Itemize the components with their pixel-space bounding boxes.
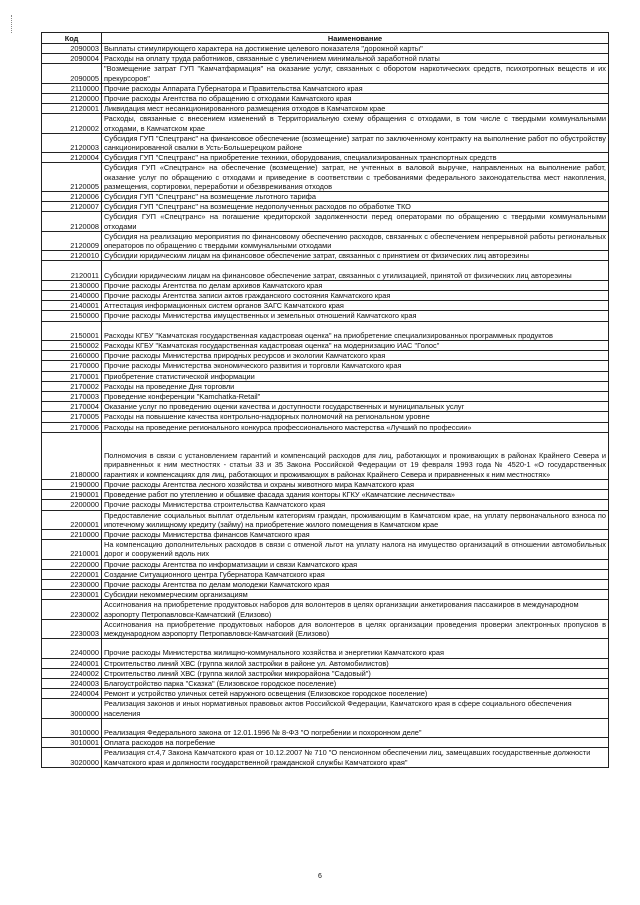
row-name: Субсидия ГУП "Спецтранс" на приобретение техники, оборудования, специализированных транспортных средств xyxy=(102,153,609,163)
table-row xyxy=(42,94,609,104)
row-code: 2180000 xyxy=(42,432,102,479)
row-name: Ремонт и устройство уличных сетей наружного освещения (Елизовское городское поселение) xyxy=(102,689,609,699)
table-row xyxy=(42,301,609,311)
row-name: Прочие расходы Агентства по информатизации и связи Камчатского края xyxy=(102,559,609,569)
row-code: 2120008 xyxy=(42,212,102,231)
row-code: 2160000 xyxy=(42,351,102,361)
row-name: Предоставление социальных выплат отдельным категориям граждан, проживающим в Камчатском крае, на уплату первоначального взноса по ипотечному жилищному кредиту (займу) на приобретение жилого помещения в Камчатском крае xyxy=(102,510,609,529)
table-row xyxy=(42,153,609,163)
row-code: 2230001 xyxy=(42,590,102,600)
table-row xyxy=(42,64,609,83)
row-name: Благоустройство парка "Сказка" (Елизовское городское поселение) xyxy=(102,678,609,688)
row-code: 2170006 xyxy=(42,422,102,432)
table-row xyxy=(42,104,609,114)
row-code: 2170000 xyxy=(42,361,102,371)
table-row xyxy=(42,668,609,678)
table-row xyxy=(42,500,609,510)
row-code: 2090003 xyxy=(42,44,102,54)
table-row xyxy=(42,590,609,600)
row-code: 2170003 xyxy=(42,392,102,402)
table-row xyxy=(42,392,609,402)
row-code: 3020000 xyxy=(42,748,102,767)
table-row xyxy=(42,540,609,559)
budget-codes-table xyxy=(41,32,609,768)
row-name: Расходы на проведение регионального конкурса профессионального мастерства «Лучший по профессии» xyxy=(102,422,609,432)
row-name: Ассигнования на приобретение продуктовых наборов для волонтеров в целях организации проведения проверки электронных пропусков в международном аэропорту Петропавловск-Камчатский (Елизово) xyxy=(102,619,609,638)
row-name: Прочие расходы Агентства по обращению с отходами Камчатского края xyxy=(102,94,609,104)
row-code: 2170004 xyxy=(42,402,102,412)
row-code: 2130000 xyxy=(42,280,102,290)
row-code: 2120006 xyxy=(42,192,102,202)
row-name: Расходы, связанные с внесением изменений в Территориальную схему обращения с отходами, в том числе с твердыми коммунальными отходами, в Камчатском крае xyxy=(102,114,609,133)
table-row xyxy=(42,133,609,152)
table-row xyxy=(42,311,609,321)
row-code: 2210000 xyxy=(42,529,102,539)
row-code: 2150000 xyxy=(42,311,102,321)
row-name: Выплаты стимулирующего характера на достижение целевого показателя "дорожной карты" xyxy=(102,44,609,54)
row-name: Создание Ситуационного центра Губернатора Камчатского края xyxy=(102,569,609,579)
row-name: Расходы на повышение качества контрольно-надзорных полномочий на региональном уровне xyxy=(102,412,609,422)
table-row xyxy=(42,251,609,261)
row-code: 2120007 xyxy=(42,202,102,212)
table-row xyxy=(42,212,609,231)
row-name: Расходы КГБУ "Камчатская государственная кадастровая оценка" на приобретение специализированных программных продуктов xyxy=(102,321,609,340)
table-row xyxy=(42,341,609,351)
row-name: Полномочия в связи с установлением гарантий и компенсаций расходов для лиц, работающих и проживающих в районах Крайнего Севера и приравненных к ним местностях - статьи 33 и 35 Закона Российской Федерации от 19 февраля 1993 года № 4520-1 «О государственных гарантиях и компенсациях для лиц, работающих и проживающих в районах Крайнего Севера и приравненных к ним местностях» xyxy=(102,432,609,479)
row-name: Проведение конференции "Kamchatka-Retail" xyxy=(102,392,609,402)
row-name: Субсидия ГУП "Спецтранс" на финансовое обеспечение (возмещение) затрат по заключенному контракту на выполнение работ по обустройству санкционированной свалки в Усть-Большерецком районе xyxy=(102,133,609,152)
table-row xyxy=(42,748,609,767)
row-name: Прочие расходы Министерства экономического развития и торговли Камчатского края xyxy=(102,361,609,371)
row-name: Субсидии юридическим лицам на финансовое обеспечение затрат, связанных с утилизацией, принятой от физических лиц автореэины xyxy=(102,261,609,280)
row-name: Прочие расходы Министерства финансов Камчатского края xyxy=(102,529,609,539)
row-code: 2200000 xyxy=(42,500,102,510)
table-row xyxy=(42,738,609,748)
row-code: 2230000 xyxy=(42,579,102,589)
row-code: 2230002 xyxy=(42,600,102,619)
header-name: Наименование xyxy=(102,33,609,44)
row-code: 2210001 xyxy=(42,540,102,559)
row-code: 2240002 xyxy=(42,668,102,678)
table-row xyxy=(42,422,609,432)
row-name: Прочие расходы Министерства жилищно-коммунального хозяйства и энергетики Камчатского края xyxy=(102,639,609,658)
row-code: 2200001 xyxy=(42,510,102,529)
row-code: 2190001 xyxy=(42,490,102,500)
table-row xyxy=(42,321,609,340)
row-name: "Возмещение затрат ГУП "Камчатфармация" на оказание услуг, связанных с оборотом наркотических средств, психотропных веществ и их прекурсоров" xyxy=(102,64,609,83)
table-row xyxy=(42,579,609,589)
table-row xyxy=(42,361,609,371)
row-code: 3010000 xyxy=(42,718,102,737)
table-row xyxy=(42,202,609,212)
table-row xyxy=(42,280,609,290)
row-code: 2120011 xyxy=(42,261,102,280)
row-code: 2220000 xyxy=(42,559,102,569)
table-row xyxy=(42,689,609,699)
row-name: Субсидия ГУП «Спецтранс» на обеспечение (возмещение) затрат, не учтенных в валовой выручке, направленных на выполнение работ, оказание услуг по обращению с отходами и приведение в соответствии с требованиями федерального законодательства мест накопления, размещения, сортировки, переработки и обезвреживания отходов xyxy=(102,163,609,192)
row-name: Реализация законов и иных нормативных правовых актов Российской Федерации, Камчатского края в сфере социального обеспечения населения xyxy=(102,699,609,718)
row-name: Субсидия ГУП «Спецтранс» на погашение кредиторской задолженности перед операторами по обращению с твердыми коммунальными отходами xyxy=(102,212,609,231)
table-row xyxy=(42,490,609,500)
table-row xyxy=(42,163,609,192)
table-row xyxy=(42,412,609,422)
row-name: Прочие расходы Министерства природных ресурсов и экологии Камчатского края xyxy=(102,351,609,361)
table-row xyxy=(42,44,609,54)
row-name: Оказание услуг по проведению оценки качества и доступности государственных и муниципальных услуг xyxy=(102,402,609,412)
table-row xyxy=(42,529,609,539)
row-code: 2150001 xyxy=(42,321,102,340)
header-code: Код xyxy=(42,33,102,44)
row-code: 2120004 xyxy=(42,153,102,163)
row-code: 3000000 xyxy=(42,699,102,718)
row-code: 2190000 xyxy=(42,479,102,489)
row-code: 2120009 xyxy=(42,231,102,250)
table-row xyxy=(42,678,609,688)
row-code: 2150002 xyxy=(42,341,102,351)
row-name: Прочие расходы Аппарата Губернатора и Правительства Камчатского края xyxy=(102,83,609,93)
table-row xyxy=(42,114,609,133)
scan-mark xyxy=(11,15,15,33)
row-name: Реализация Федерального закона от 12.01.1996 № 8-ФЗ "О погребении и похоронном деле" xyxy=(102,718,609,737)
table-row xyxy=(42,261,609,280)
table-row xyxy=(42,510,609,529)
table-row xyxy=(42,291,609,301)
table-row xyxy=(42,192,609,202)
row-name: Субсидии юридическим лицам на финансовое обеспечение затрат, связанных с принятием от физических лиц автореэины xyxy=(102,251,609,261)
page-number: 6 xyxy=(318,873,322,880)
row-name: Проведение работ по утеплению и обшивке фасада здания конторы КГКУ «Камчатские лесничества» xyxy=(102,490,609,500)
row-name: Прочие расходы Министерства строительства Камчатского края xyxy=(102,500,609,510)
row-name: Оплата расходов на погребение xyxy=(102,738,609,748)
row-code: 2240003 xyxy=(42,678,102,688)
row-code: 2230003 xyxy=(42,619,102,638)
row-code: 2090004 xyxy=(42,54,102,64)
row-name: На компенсацию дополнительных расходов в связи с отменой льгот на уплату налога на имущество организаций в отношении автомобильных дорог и сооружений вдоль них xyxy=(102,540,609,559)
row-name: Расходы на оплату труда работников, связанные с увеличением минимальной заработной платы xyxy=(102,54,609,64)
row-code: 2120003 xyxy=(42,133,102,152)
row-code: 2240004 xyxy=(42,689,102,699)
row-code: 2120001 xyxy=(42,104,102,114)
row-code: 2120010 xyxy=(42,251,102,261)
row-code: 2240000 xyxy=(42,639,102,658)
row-name: Ассигнования на приобретение продуктовых наборов для волонтеров в целях организации анкетирования пассажиров в международном аэропорту Петропавловск-Камчатский (Елизово) xyxy=(102,600,609,619)
row-name: Прочие расходы Министерства имущественных и земельных отношений Камчатского края xyxy=(102,311,609,321)
table-row xyxy=(42,619,609,638)
table-row xyxy=(42,432,609,479)
row-name: Субсидия на реализацию мероприятия по финансовому обеспечению расходов, связанных с обеспечением непрерывной работы региональных операторов по обращению с твердыми коммунальными отходами xyxy=(102,231,609,250)
row-code: 2090005 xyxy=(42,64,102,83)
table-row xyxy=(42,699,609,718)
table-row xyxy=(42,54,609,64)
row-code: 2240001 xyxy=(42,658,102,668)
row-name: Расходы КГБУ "Камчатская государственная кадастровая оценка" на модернизацию ИАС "Голос" xyxy=(102,341,609,351)
table-row xyxy=(42,402,609,412)
table-row xyxy=(42,559,609,569)
row-name: Субсидия ГУП "Спецтранс" на возмещение недополученных расходов по обработке ТКО xyxy=(102,202,609,212)
table-row xyxy=(42,569,609,579)
table-row xyxy=(42,351,609,361)
table-row xyxy=(42,479,609,489)
row-code: 2120000 xyxy=(42,94,102,104)
row-name: Реализация ст.4,7 Закона Камчатского края от 10.12.2007 № 710 "О пенсионном обеспечении лиц, замещавших государственные должности Камчатского края и должности государственной гражданской службы Камчатского края" xyxy=(102,748,609,767)
table-row xyxy=(42,231,609,250)
row-name: Расходы на проведение Дня торговли xyxy=(102,381,609,391)
row-name: Прочие расходы Агентства лесного хозяйства и охраны животного мира Камчатского края xyxy=(102,479,609,489)
row-code: 2170005 xyxy=(42,412,102,422)
row-code: 2170002 xyxy=(42,381,102,391)
row-code: 2120002 xyxy=(42,114,102,133)
row-code: 2120005 xyxy=(42,163,102,192)
table-body xyxy=(42,44,609,768)
row-code: 2110000 xyxy=(42,83,102,93)
table-row xyxy=(42,658,609,668)
row-name: Строительство линий ХВС (группа жилой застройки в районе ул. Автомобилистов) xyxy=(102,658,609,668)
row-name: Прочие расходы Агентства по делам архивов Камчатского края xyxy=(102,280,609,290)
row-name: Приобретение статистической информации xyxy=(102,371,609,381)
row-code: 2140001 xyxy=(42,301,102,311)
table-header-row xyxy=(42,33,609,44)
row-name: Субсидии некоммерческим организациям xyxy=(102,590,609,600)
table-row xyxy=(42,600,609,619)
table-row xyxy=(42,718,609,737)
row-name: Строительство линий ХВС (группа жилой застройки микрорайона "Садовый") xyxy=(102,668,609,678)
row-code: 2170001 xyxy=(42,371,102,381)
table-row xyxy=(42,371,609,381)
table-row xyxy=(42,639,609,658)
table-row xyxy=(42,381,609,391)
row-name: Прочие расходы Агентства записи актов гражданского состояния Камчатского края xyxy=(102,291,609,301)
table-row xyxy=(42,83,609,93)
row-name: Прочие расходы Агентства по делам молодежи Камчатского края xyxy=(102,579,609,589)
row-name: Аттестация информационных систем органов ЗАГС Камчатского края xyxy=(102,301,609,311)
row-code: 3010001 xyxy=(42,738,102,748)
row-name: Ликвидация мест несанкционированного размещения отходов в Камчатском крае xyxy=(102,104,609,114)
row-code: 2140000 xyxy=(42,291,102,301)
row-name: Субсидия ГУП "Спецтранс" на возмещение льготного тарифа xyxy=(102,192,609,202)
row-code: 2220001 xyxy=(42,569,102,579)
